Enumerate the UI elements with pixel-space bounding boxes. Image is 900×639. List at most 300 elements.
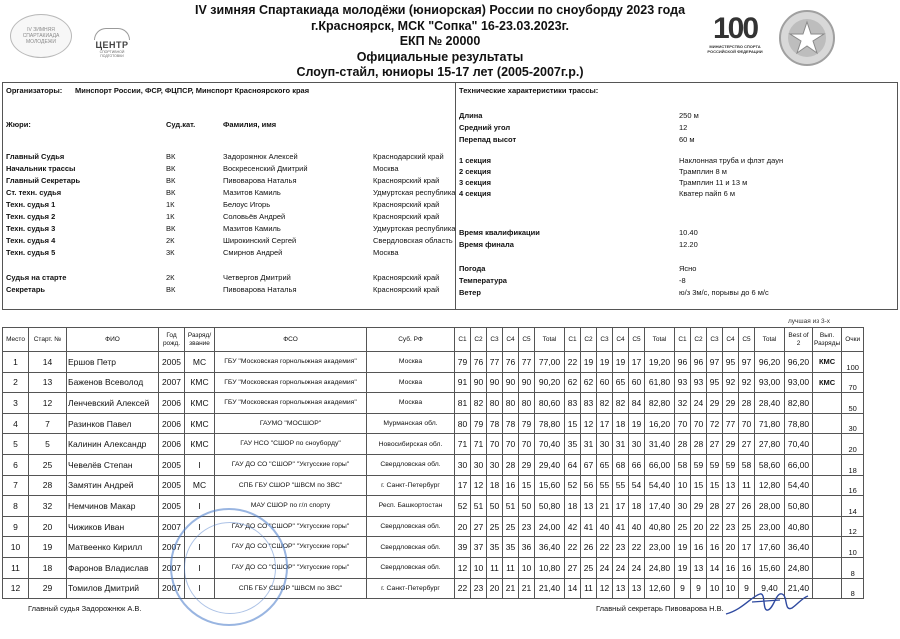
run-score-cell: 24 [691, 393, 707, 414]
column-header: Вып. Разряды [813, 328, 842, 352]
run-score-cell: 22 [455, 578, 471, 599]
run-score-cell: 96,20 [755, 352, 785, 373]
column-header: C4 [503, 328, 519, 352]
wind-label: Ветер [459, 288, 481, 297]
run-score-cell: 79 [471, 413, 487, 434]
run-score-cell: 28 [675, 434, 691, 455]
run-score-cell: 77 [723, 413, 739, 434]
run-score-cell: 96 [691, 352, 707, 373]
run-score-cell: 17 [739, 537, 755, 558]
run-score-cell: 9,40 [755, 578, 785, 599]
run-score-cell: 70 [739, 413, 755, 434]
run-score-cell: 65 [613, 372, 629, 393]
results-table [2, 327, 864, 599]
column-header: ФСО [215, 328, 367, 352]
run-score-cell: 10 [519, 557, 535, 578]
run-score-cell: 10 [675, 475, 691, 496]
run-score-cell: 40 [597, 516, 613, 537]
club-cell: ГАУ ДО СО "СШОР" "Уктусские горы" [215, 557, 367, 578]
run-score-cell: 65 [597, 454, 613, 475]
region-cell: Москва [367, 352, 455, 373]
run-score-cell: 28 [503, 454, 519, 475]
run-score-cell: 32 [675, 393, 691, 414]
run-score-cell: 83 [565, 393, 581, 414]
club-cell: ГАУ ДО СО "СШОР" "Уктусские горы" [215, 516, 367, 537]
run-score-cell: 78 [487, 413, 503, 434]
run-score-cell: 92 [739, 372, 755, 393]
run-score-cell: 61,80 [645, 372, 675, 393]
official-region: Красноярский край [373, 176, 440, 185]
bib-cell: 25 [29, 454, 67, 475]
official-role: Техн. судья 4 [6, 236, 56, 245]
drop-value: 60 м [679, 135, 695, 144]
spartakiad-logo-text: IV ЗИМНЯЯ СПАРТАКИАДА МОЛОДЕЖИ [22, 27, 60, 45]
run-score-cell: 62 [565, 372, 581, 393]
run-score-cell: 30 [455, 454, 471, 475]
run-score-cell: 9 [691, 578, 707, 599]
best-score-cell: 21,40 [785, 578, 813, 599]
run-score-cell: 59 [707, 454, 723, 475]
run-score-cell: 82 [471, 393, 487, 414]
best-score-cell: 54,40 [785, 475, 813, 496]
run-score-cell: 20 [455, 516, 471, 537]
club-cell: ГБУ "Московская горнолыжная академия" [215, 372, 367, 393]
run-score-cell: 71 [471, 434, 487, 455]
temperature-label: Температура [459, 276, 507, 285]
achieved-rank-cell [813, 454, 842, 475]
sport-center-logo-title: ЦЕНТР [95, 40, 129, 50]
run-score-cell: 23 [471, 578, 487, 599]
drop-label: Перепад высот [459, 135, 517, 144]
athlete-name-cell: Ершов Петр [67, 352, 159, 373]
achieved-rank-cell [813, 516, 842, 537]
run-score-cell: 9 [739, 578, 755, 599]
run-score-cell: 15,60 [755, 557, 785, 578]
run-score-cell: 42 [565, 516, 581, 537]
title-line: IV зимняя Спартакиада молодёжи (юниорская) России по сноуборду 2023 года [194, 3, 686, 17]
run-score-cell: 80,60 [535, 393, 565, 414]
club-cell: СПБ ГБУ СШОР "ШВСМ по ЗВС" [215, 475, 367, 496]
rank-cell: I [185, 516, 215, 537]
run-score-cell: 51 [503, 496, 519, 517]
run-score-cell: 15,60 [535, 475, 565, 496]
run-score-cell: 28 [739, 393, 755, 414]
final-time-label: Время финала [459, 240, 514, 249]
points-cell: 12 [842, 516, 864, 537]
run-score-cell: 59 [691, 454, 707, 475]
region-cell: Свердловская обл. [367, 557, 455, 578]
place-cell: 3 [3, 393, 29, 414]
region-cell: г. Санкт-Петербург [367, 578, 455, 599]
official-category: ВК [166, 164, 176, 173]
column-header: C5 [739, 328, 755, 352]
run-score-cell: 14 [707, 557, 723, 578]
qualification-time-value: 10.40 [679, 228, 698, 237]
title-line: Официальные результаты [356, 49, 524, 64]
club-cell: ГАУ ДО СО "СШОР" "Уктусские горы" [215, 454, 367, 475]
place-cell: 4 [3, 413, 29, 434]
run-score-cell: 12 [597, 578, 613, 599]
athlete-name-cell: Чижиков Иван [67, 516, 159, 537]
table-row [3, 372, 864, 393]
birth-year-cell: 2007 [159, 557, 185, 578]
section-value: Трамплин 8 м [679, 167, 727, 176]
column-header: Best of 2 [785, 328, 813, 352]
section-label: 4 секция [459, 189, 491, 198]
run-score-cell: 27 [565, 557, 581, 578]
run-score-cell: 82,80 [645, 393, 675, 414]
run-score-cell: 15 [519, 475, 535, 496]
run-score-cell: 20 [723, 537, 739, 558]
club-cell: ГАУ НСО "СШОР по сноуборду" [215, 434, 367, 455]
run-score-cell: 77 [487, 352, 503, 373]
region-cell: Свердловская обл. [367, 537, 455, 558]
run-score-cell: 24 [597, 557, 613, 578]
official-name: Воскресенский Дмитрий [223, 164, 308, 173]
run-score-cell: 78,80 [535, 413, 565, 434]
column-header: Старт. № [29, 328, 67, 352]
achieved-rank-cell: КМС [813, 372, 842, 393]
run-score-cell: 55 [597, 475, 613, 496]
column-header: C5 [519, 328, 535, 352]
run-score-cell: 93 [691, 372, 707, 393]
column-header: Очки [842, 328, 864, 352]
athlete-name-cell: Чевелёв Степан [67, 454, 159, 475]
athlete-name-cell: Замятин Андрей [67, 475, 159, 496]
official-role: Ст. техн. судья [6, 188, 62, 197]
run-score-cell: 36,40 [535, 537, 565, 558]
ministry-100-logo [704, 14, 766, 72]
run-score-cell: 25 [739, 516, 755, 537]
run-score-cell: 21 [503, 578, 519, 599]
run-score-cell: 64 [565, 454, 581, 475]
run-score-cell: 55 [613, 475, 629, 496]
run-score-cell: 77 [519, 352, 535, 373]
birth-year-cell: 2006 [159, 393, 185, 414]
run-score-cell: 40,80 [645, 516, 675, 537]
athlete-name-cell: Баженов Всеволод [67, 372, 159, 393]
run-score-cell: 58 [675, 454, 691, 475]
run-score-cell: 36 [519, 537, 535, 558]
place-cell: 10 [3, 537, 29, 558]
athlete-name-cell: Фаронов Владислав [67, 557, 159, 578]
column-header: ФИО [67, 328, 159, 352]
official-name: Мазитов Камиль [223, 188, 281, 197]
run-score-cell: 17 [597, 413, 613, 434]
section-label: 2 секция [459, 167, 491, 176]
column-header: Место [3, 328, 29, 352]
place-cell: 9 [3, 516, 29, 537]
run-score-cell: 15 [707, 475, 723, 496]
run-score-cell: 40 [629, 516, 645, 537]
column-header: Разряд/ звание [185, 328, 215, 352]
run-score-cell: 66 [629, 454, 645, 475]
best-score-cell: 82,80 [785, 393, 813, 414]
run-score-cell: 11 [581, 578, 597, 599]
birth-year-cell: 2007 [159, 537, 185, 558]
run-score-cell: 10 [723, 578, 739, 599]
points-cell: 14 [842, 496, 864, 517]
run-score-cell: 50 [487, 496, 503, 517]
best-score-cell: 93,00 [785, 372, 813, 393]
run-score-cell: 12 [471, 475, 487, 496]
weather-label: Погода [459, 264, 486, 273]
run-score-cell: 35 [503, 537, 519, 558]
run-score-cell: 90,20 [535, 372, 565, 393]
run-score-cell: 28,00 [755, 496, 785, 517]
run-score-cell: 19 [613, 352, 629, 373]
official-name: Задорожнюк Алексей [223, 152, 298, 161]
official-role: Начальник трассы [6, 164, 76, 173]
official-category: 3К [166, 248, 175, 257]
run-score-cell: 12 [455, 557, 471, 578]
run-score-cell: 71,80 [755, 413, 785, 434]
run-score-cell: 28 [707, 496, 723, 517]
title-line: г.Красноярск, МСК "Сопка" 16-23.03.2023г. [310, 18, 570, 33]
points-cell: 20 [842, 434, 864, 455]
run-score-cell: 27 [707, 434, 723, 455]
rank-cell: I [185, 557, 215, 578]
header [0, 0, 900, 82]
run-score-cell: 9 [675, 578, 691, 599]
place-cell: 2 [3, 372, 29, 393]
best-of-note: лучшая из 3-х [788, 318, 831, 325]
run-score-cell: 70 [487, 434, 503, 455]
official-category: 1К [166, 212, 175, 221]
official-name: Белоус Игорь [223, 200, 271, 209]
column-header: Total [645, 328, 675, 352]
category-header: Суд.кат. [166, 120, 196, 129]
run-score-cell: 41 [581, 516, 597, 537]
run-score-cell: 97 [739, 352, 755, 373]
best-score-cell: 78,80 [785, 413, 813, 434]
official-name: Четвергов Дмитрий [223, 273, 291, 282]
run-score-cell: 22 [707, 516, 723, 537]
column-header: C2 [471, 328, 487, 352]
athlete-name-cell: Ленчевский Алексей [67, 393, 159, 414]
section-value: Трамплин 11 и 13 м [679, 178, 748, 187]
bib-cell: 32 [29, 496, 67, 517]
run-score-cell: 93 [675, 372, 691, 393]
run-score-cell: 29 [723, 434, 739, 455]
run-score-cell: 70,40 [535, 434, 565, 455]
run-score-cell: 77,00 [535, 352, 565, 373]
table-row [3, 496, 864, 517]
birth-year-cell: 2007 [159, 578, 185, 599]
run-score-cell: 66,00 [645, 454, 675, 475]
run-score-cell: 52 [455, 496, 471, 517]
club-cell: МАУ СШОР по г/л спорту [215, 496, 367, 517]
official-region: Удмуртская республика [373, 224, 456, 233]
run-score-cell: 29 [707, 393, 723, 414]
club-cell: ГАУМО "МОСШОР" [215, 413, 367, 434]
bib-cell: 18 [29, 557, 67, 578]
bib-cell: 29 [29, 578, 67, 599]
run-score-cell: 54,40 [645, 475, 675, 496]
competition-info [2, 82, 898, 310]
official-role: Техн. судья 2 [6, 212, 56, 221]
run-score-cell: 91 [455, 372, 471, 393]
run-score-cell: 70 [691, 413, 707, 434]
organizers-label: Организаторы: [6, 86, 63, 95]
athlete-name-cell: Немчинов Макар [67, 496, 159, 517]
birth-year-cell: 2005 [159, 454, 185, 475]
run-score-cell: 39 [455, 537, 471, 558]
athlete-name-cell: Разинков Павел [67, 413, 159, 434]
points-cell: 10 [842, 537, 864, 558]
run-score-cell: 17,40 [645, 496, 675, 517]
run-score-cell: 25 [487, 516, 503, 537]
points-cell: 8 [842, 557, 864, 578]
run-score-cell: 22 [565, 537, 581, 558]
name-header: Фамилия, имя [223, 120, 277, 129]
run-score-cell: 12,60 [645, 578, 675, 599]
run-score-cell: 19 [597, 352, 613, 373]
athlete-name-cell: Матвеенко Кирилл [67, 537, 159, 558]
run-score-cell: 15 [691, 475, 707, 496]
section-value: Кватер пайп 6 м [679, 189, 736, 198]
run-score-cell: 24 [613, 557, 629, 578]
run-score-cell: 31,40 [645, 434, 675, 455]
region-cell: Москва [367, 393, 455, 414]
run-score-cell: 31 [581, 434, 597, 455]
best-score-cell: 40,80 [785, 516, 813, 537]
run-score-cell: 18 [629, 496, 645, 517]
column-header: C4 [723, 328, 739, 352]
run-score-cell: 30 [629, 434, 645, 455]
run-score-cell: 70 [519, 434, 535, 455]
best-score-cell: 66,00 [785, 454, 813, 475]
official-category: ВК [166, 188, 176, 197]
run-score-cell: 21 [597, 496, 613, 517]
table-row [3, 516, 864, 537]
official-category: 2К [166, 236, 175, 245]
official-role: Секретарь [6, 285, 46, 294]
organizers-value: Минспорт России, ФСР, ФЦПСР, Минспорт Красноярского края [75, 86, 310, 95]
points-cell: 16 [842, 475, 864, 496]
tech-title: Технические характеристики трассы: [459, 86, 599, 95]
run-score-cell: 90 [487, 372, 503, 393]
run-score-cell: 10 [707, 578, 723, 599]
bib-cell: 13 [29, 372, 67, 393]
official-region: Красноярский край [373, 200, 440, 209]
club-cell: ГБУ "Московская горнолыжная академия" [215, 352, 367, 373]
table-header-row [3, 328, 864, 352]
run-score-cell: 79 [519, 413, 535, 434]
official-name: Пивоварова Наталья [223, 176, 297, 185]
run-score-cell: 90 [503, 372, 519, 393]
weather-value: Ясно [679, 264, 697, 273]
run-score-cell: 21,40 [535, 578, 565, 599]
run-score-cell: 16 [503, 475, 519, 496]
table-row [3, 393, 864, 414]
run-score-cell: 25 [581, 557, 597, 578]
official-role: Техн. судья 5 [6, 248, 56, 257]
run-score-cell: 82 [597, 393, 613, 414]
run-score-cell: 11 [487, 557, 503, 578]
best-score-cell: 36,40 [785, 537, 813, 558]
birth-year-cell: 2007 [159, 516, 185, 537]
run-score-cell: 22 [565, 352, 581, 373]
run-score-cell: 16 [739, 557, 755, 578]
chief-secretary-signature-line: Главный секретарь Пивоварова Н.В. [596, 604, 724, 613]
place-cell: 7 [3, 475, 29, 496]
bib-cell: 7 [29, 413, 67, 434]
document-title [180, 3, 700, 81]
run-score-cell: 96 [675, 352, 691, 373]
run-score-cell: 27 [739, 434, 755, 455]
spartakiad-logo [10, 14, 72, 58]
run-score-cell: 84 [629, 393, 645, 414]
length-value: 250 м [679, 111, 699, 120]
table-row [3, 352, 864, 373]
official-region: Красноярский край [373, 273, 440, 282]
region-cell: Свердловская обл. [367, 516, 455, 537]
run-score-cell: 16 [723, 557, 739, 578]
official-region: Москва [373, 248, 399, 257]
run-score-cell: 83 [581, 393, 597, 414]
run-score-cell: 15 [565, 413, 581, 434]
run-score-cell: 19 [629, 413, 645, 434]
chief-judge-signature-line: Главный судья Задорожнюк А.В. [28, 604, 142, 613]
region-cell: Новосибирская обл. [367, 434, 455, 455]
run-score-cell: 72 [707, 413, 723, 434]
run-score-cell: 17 [455, 475, 471, 496]
run-score-cell: 54 [629, 475, 645, 496]
achieved-rank-cell [813, 475, 842, 496]
run-score-cell: 19,20 [645, 352, 675, 373]
run-score-cell: 16 [707, 537, 723, 558]
run-score-cell: 31 [613, 434, 629, 455]
run-score-cell: 24 [629, 557, 645, 578]
run-score-cell: 10 [471, 557, 487, 578]
run-score-cell: 17 [613, 496, 629, 517]
run-score-cell: 81 [455, 393, 471, 414]
run-score-cell: 30 [675, 496, 691, 517]
birth-year-cell: 2006 [159, 434, 185, 455]
points-cell: 70 [842, 372, 864, 393]
rank-cell: I [185, 454, 215, 475]
run-score-cell: 12,80 [755, 475, 785, 496]
run-score-cell: 28 [691, 434, 707, 455]
run-score-cell: 23,00 [645, 537, 675, 558]
region-cell: Респ. Башкортостан [367, 496, 455, 517]
official-name: Пивоварова Наталья [223, 285, 297, 294]
rank-cell: I [185, 578, 215, 599]
run-score-cell: 19 [675, 537, 691, 558]
angle-label: Средний угол [459, 123, 511, 132]
run-score-cell: 70 [503, 434, 519, 455]
run-score-cell: 35 [565, 434, 581, 455]
final-time-value: 12.20 [679, 240, 698, 249]
rank-cell: КМС [185, 413, 215, 434]
birth-year-cell: 2007 [159, 372, 185, 393]
official-region: Краснодарский край [373, 152, 444, 161]
best-score-cell: 70,40 [785, 434, 813, 455]
run-score-cell: 20 [691, 516, 707, 537]
run-score-cell: 76 [503, 352, 519, 373]
achieved-rank-cell [813, 537, 842, 558]
section-label: 3 секция [459, 178, 491, 187]
run-score-cell: 27 [723, 496, 739, 517]
wind-value: ю/з 3м/с, порывы до 6 м/с [679, 288, 769, 297]
place-cell: 12 [3, 578, 29, 599]
athlete-name-cell: Калинин Александр [67, 434, 159, 455]
achieved-rank-cell [813, 413, 842, 434]
run-score-cell: 71 [455, 434, 471, 455]
run-score-cell: 68 [613, 454, 629, 475]
column-header: Total [755, 328, 785, 352]
